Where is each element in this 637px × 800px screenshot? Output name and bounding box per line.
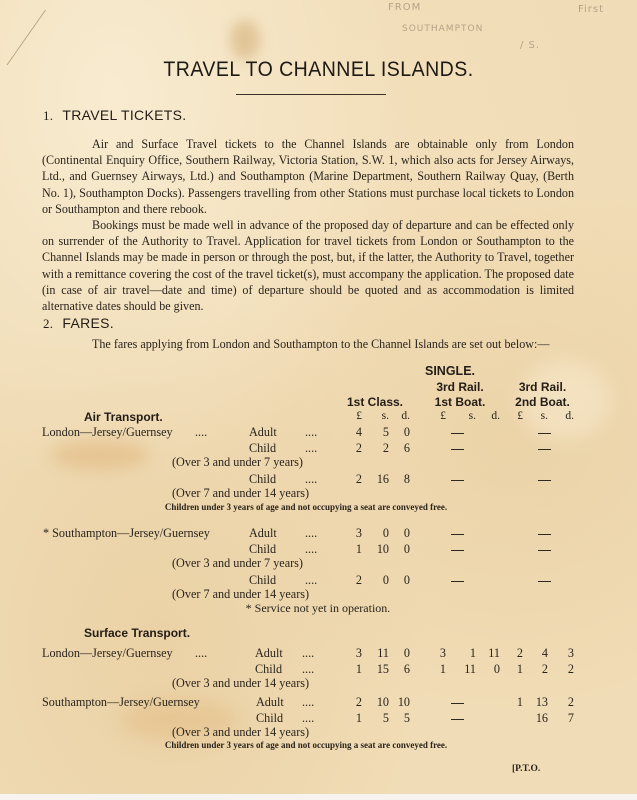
- no-fare-dash: [538, 534, 551, 535]
- fare-pence: 3: [567, 646, 574, 660]
- paper-stain: [230, 20, 260, 60]
- footnote-children-free: Children under 3 years of age and not occupying a seat are conveyed free.: [164, 740, 448, 750]
- no-fare-dash: [451, 433, 464, 434]
- pto-marker: [P.T.O.: [512, 764, 541, 774]
- fare-pounds: 2: [516, 646, 523, 660]
- fare-shillings: 15: [376, 662, 389, 676]
- fare-pounds: 3: [355, 526, 362, 540]
- fare-pounds: 3: [439, 646, 446, 660]
- unit-label: s.: [540, 410, 548, 422]
- route-leader: ....: [195, 646, 208, 660]
- no-fare-dash: [538, 550, 551, 551]
- passenger-type: Child: [249, 472, 277, 486]
- age-note: (Over 3 and under 14 years): [172, 725, 310, 739]
- fare-pence: 8: [403, 472, 410, 486]
- fare-shillings: 4: [541, 646, 548, 660]
- column-header-rail2-line1: 3rd Rail.: [518, 380, 567, 394]
- fare-pence: 7: [567, 711, 574, 725]
- leader-dots: ....: [305, 526, 318, 540]
- fare-shillings: 13: [535, 695, 548, 709]
- paper-stain: [50, 440, 150, 470]
- leader-dots: ....: [305, 425, 318, 439]
- tickets-paragraph-1: Air and Surface Travel tickets to the Channel Islands are obtainable only from London (Continental Enquiry Office, Southern Railway, Victoria Station, S.W. 1, which also acts for Jersey Airways, Ltd., and Guernsey Airways, Ltd.) and Southampton (Marine Department, Southern Railway Quay, (Berth No. 1), Southampton Docks). Passengers travelling from other Stations must purchase local tickets to London or Southampton and there rebook.: [42, 137, 574, 216]
- route-name: London—Jersey/Guernsey: [42, 646, 173, 660]
- leader-dots: ....: [302, 711, 315, 725]
- passenger-type: Adult: [249, 526, 277, 540]
- fare-pounds: 4: [355, 425, 362, 439]
- fare-pounds: 2: [355, 573, 362, 587]
- leader-dots: ....: [302, 646, 315, 660]
- passenger-type: Adult: [249, 425, 277, 439]
- title-divider: [236, 94, 386, 95]
- unit-label: £: [356, 410, 362, 422]
- leader-dots: ....: [302, 695, 315, 709]
- no-fare-dash: [451, 480, 464, 481]
- fare-shillings: 10: [376, 695, 389, 709]
- unit-label: s.: [381, 410, 389, 422]
- section-heading-fares: [43, 315, 114, 332]
- unit-label: d.: [565, 410, 574, 422]
- fare-shillings: 5: [382, 425, 389, 439]
- fare-pence: 0: [403, 542, 410, 556]
- fare-pence: 10: [397, 695, 410, 709]
- fare-shillings: 2: [382, 441, 389, 455]
- fare-pounds: 1: [439, 662, 446, 676]
- no-fare-dash: [538, 581, 551, 582]
- age-note: (Over 7 and under 14 years): [172, 587, 310, 601]
- no-fare-dash: [451, 719, 464, 720]
- no-fare-dash: [451, 550, 464, 551]
- leader-dots: ....: [305, 472, 318, 486]
- passenger-type: Adult: [256, 695, 284, 709]
- age-note: (Over 3 and under 14 years): [172, 676, 310, 690]
- air-transport-heading: Air Transport.: [84, 410, 163, 424]
- route-name: London—Jersey/Guernsey: [42, 425, 173, 439]
- unit-label: £: [440, 410, 446, 422]
- footnote-service: * Service not yet in operation.: [245, 601, 391, 615]
- no-fare-dash: [451, 449, 464, 450]
- tickets-paragraph-2: Bookings must be made well in advance of the proposed day of departure and can be effected only on surrender of the Authority to Travel. Application for travel tickets from London or Southampton to the Channel Islands may be made in person or through the post, but, if the latter, the Authority to Travel, together with a remittance covering the cost of the travel ticket(s), must accompany the application. The proposed date (in case of air travel—date and time) of departure should be quoted and as accommodation is limited alternative dates should be given.: [42, 218, 574, 314]
- fare-pence: 0: [403, 526, 410, 540]
- route-name: * Southampton—Jersey/Guernsey: [43, 526, 210, 540]
- fare-shillings: 11: [464, 662, 476, 676]
- unit-label: d.: [491, 410, 500, 422]
- no-fare-dash: [538, 433, 551, 434]
- surface-transport-heading: Surface Transport.: [84, 626, 191, 640]
- column-header-first-class: 1st Class.: [346, 395, 404, 409]
- age-note: (Over 7 and under 14 years): [172, 486, 310, 500]
- fare-shillings: 16: [535, 711, 548, 725]
- document-title: TRAVEL TO CHANNEL ISLANDS.: [163, 58, 474, 81]
- leader-dots: ....: [305, 573, 318, 587]
- section-number: 1.: [43, 108, 54, 123]
- fare-shillings: 0: [382, 573, 389, 587]
- fare-shillings: 2: [541, 662, 548, 676]
- passenger-type: Child: [249, 573, 277, 587]
- fare-pounds: 1: [355, 662, 362, 676]
- fare-shillings: 5: [382, 711, 389, 725]
- fare-pence: 2: [567, 695, 574, 709]
- passenger-type: Child: [249, 441, 277, 455]
- fare-pence: 0: [403, 646, 410, 660]
- fare-shillings: 1: [469, 646, 476, 660]
- fare-shillings: 10: [376, 542, 389, 556]
- leader-dots: ....: [305, 441, 318, 455]
- fare-pounds: 1: [516, 662, 523, 676]
- section-number: 2.: [43, 316, 54, 331]
- leader-dots: ....: [305, 542, 318, 556]
- scan-edge: [0, 794, 637, 800]
- fare-pence: 2: [567, 662, 574, 676]
- fare-pounds: 1: [516, 695, 523, 709]
- unit-label: £: [517, 410, 523, 422]
- column-header-rail2-line2: 2nd Boat.: [515, 395, 570, 409]
- route-leader: ....: [195, 425, 208, 439]
- fare-pence: 0: [403, 573, 410, 587]
- fare-pounds: 2: [355, 695, 362, 709]
- no-fare-dash: [451, 581, 464, 582]
- fare-pence: 6: [403, 662, 410, 676]
- fare-pounds: 2: [355, 441, 362, 455]
- column-header-rail1-line1: 3rd Rail.: [436, 380, 484, 394]
- pencil-annotation: / S.: [520, 40, 541, 51]
- fares-intro: The fares applying from London and Southampton to the Channel Islands are set out below:—: [92, 337, 550, 351]
- route-name: Southampton—Jersey/Guernsey: [42, 695, 200, 709]
- section-title: TRAVEL TICKETS.: [62, 107, 187, 123]
- unit-label: s.: [468, 410, 476, 422]
- passenger-type: Child: [255, 662, 283, 676]
- pencil-annotation: FROM: [388, 2, 422, 13]
- no-fare-dash: [538, 449, 551, 450]
- section-heading-travel-tickets: [43, 107, 186, 124]
- fare-pence: 0: [403, 425, 410, 439]
- fare-pence: 6: [403, 441, 410, 455]
- paper-crease: [0, 10, 46, 65]
- fare-shillings: 16: [376, 472, 389, 486]
- age-note: (Over 3 and under 7 years): [172, 556, 303, 570]
- fare-pence: 0: [493, 662, 500, 676]
- pencil-annotation: First: [578, 4, 605, 15]
- leader-dots: ....: [302, 662, 315, 676]
- unit-label: d.: [401, 410, 410, 422]
- fare-pence: 11: [488, 646, 500, 660]
- passenger-type: Child: [249, 542, 277, 556]
- fare-pounds: 2: [355, 472, 362, 486]
- no-fare-dash: [451, 534, 464, 535]
- no-fare-dash: [451, 703, 464, 704]
- footnote-children-free: Children under 3 years of age and not occupying a seat are conveyed free.: [164, 502, 448, 512]
- fare-shillings: 11: [377, 646, 389, 660]
- fare-shillings: 0: [382, 526, 389, 540]
- pencil-annotation: SOUTHAMPTON: [402, 24, 484, 34]
- fare-pounds: 1: [355, 542, 362, 556]
- passenger-type: Adult: [255, 646, 283, 660]
- passenger-type: Child: [256, 711, 284, 725]
- section-title: FARES.: [62, 315, 114, 331]
- no-fare-dash: [538, 480, 551, 481]
- age-note: (Over 3 and under 7 years): [172, 455, 303, 469]
- fare-pence: 5: [403, 711, 410, 725]
- fare-pounds: 1: [355, 711, 362, 725]
- column-header-rail1-line2: 1st Boat.: [434, 395, 486, 409]
- fare-pounds: 3: [355, 646, 362, 660]
- single-header: SINGLE.: [425, 364, 476, 378]
